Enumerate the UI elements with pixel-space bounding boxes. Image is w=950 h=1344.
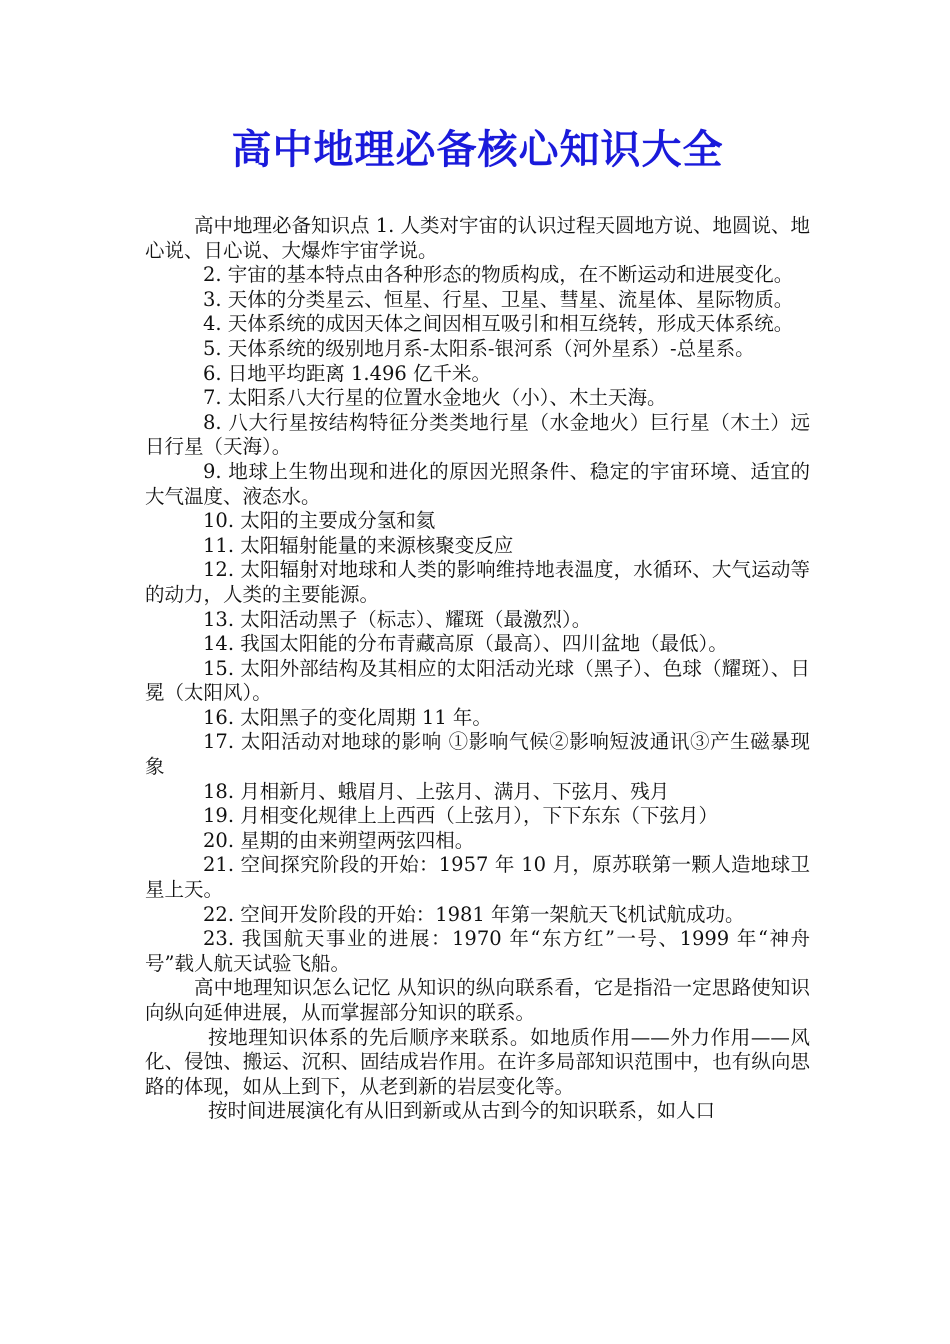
- paragraph-item-21: 21. 空间探究阶段的开始：1957 年 10 月，原苏联第一颗人造地球卫星上天。: [145, 853, 810, 902]
- paragraph-memory-method: 高中地理知识怎么记忆 从知识的纵向联系看，它是指沿一定思路使知识向纵向延伸进展，从而掌握部分知识的联系。: [145, 976, 810, 1024]
- paragraph-item-16: 16. 太阳黑子的变化周期 11 年。: [203, 705, 492, 729]
- paragraph-item-14: 14. 我国太阳能的分布青藏高原（最高）、四川盆地（最低）。: [203, 632, 728, 656]
- paragraph-time-evolution: 按时间进展演化有从旧到新或从古到今的知识联系，如人口: [208, 1099, 716, 1123]
- paragraph-item-20: 20. 星期的由来朔望两弦四相。: [203, 828, 475, 852]
- paragraph-item-5: 5. 天体系统的级别地月系-太阳系-银河系（河外星系）-总星系。: [203, 336, 755, 360]
- paragraph-item-22: 22. 空间开发阶段的开始：1981 年第一架航天飞机试航成功。: [203, 902, 745, 926]
- paragraph-item-19: 19. 月相变化规律上上西西（上弦月），下下东东（下弦月）: [203, 804, 718, 828]
- paragraph-knowledge-system: 按地理知识体系的先后顺序来联系。如地质作用——外力作用——风化、侵蚀、搬运、沉积、固结成岩作用。在许多局部知识范围中，也有纵向思路的体现，如从上到下，从老到新的岩层变化等。: [145, 1025, 810, 1098]
- paragraph-item-2: 2. 宇宙的基本特点由各种形态的物质构成，在不断运动和进展变化。: [203, 263, 794, 287]
- paragraph-item-13: 13. 太阳活动黑子（标志）、耀斑（最激烈）。: [203, 607, 592, 631]
- paragraph-item-11: 11. 太阳辐射能量的来源核聚变反应: [203, 533, 514, 557]
- paragraph-intro: 高中地理必备知识点 1. 人类对宇宙的认识过程天圆地方说、地圆说、地心说、日心说、大爆炸宇宙学说。: [145, 214, 811, 262]
- document-body: [145, 214, 810, 1124]
- paragraph-item-6: 6. 日地平均距离 1.496 亿千米。: [203, 361, 492, 385]
- paragraph-item-17: 17. 太阳活动对地球的影响 ①影响气候②影响短波通讯③产生磁暴现象: [145, 730, 810, 779]
- document-title: 高中地理必备核心知识大全: [231, 126, 724, 173]
- paragraph-item-15: 15. 太阳外部结构及其相应的太阳活动光球（黑子）、色球（耀斑）、日冕（太阳风）。: [145, 656, 810, 705]
- paragraph-item-18: 18. 月相新月、蛾眉月、上弦月、满月、下弦月、残月: [203, 779, 670, 803]
- paragraph-item-10: 10. 太阳的主要成分氢和氦: [203, 509, 436, 533]
- paragraph-item-23: 23. 我国航天事业的进展：1970 年“东方红”一号、1999 年“神舟号”载人航天试验飞船。: [145, 927, 810, 975]
- document-page: [145, 122, 810, 1124]
- paragraph-item-7: 7. 太阳系八大行星的位置水金地火（小）、木土天海。: [203, 386, 667, 410]
- paragraph-item-4: 4. 天体系统的成因天体之间因相互吸引和相互绕转，形成天体系统。: [203, 312, 794, 336]
- paragraph-item-12: 12. 太阳辐射对地球和人类的影响维持地表温度，水循环、大气运动等的动力，人类的主要能源。: [145, 558, 810, 606]
- paragraph-item-9: 9. 地球上生物出现和进化的原因光照条件、稳定的宇宙环境、适宜的大气温度、液态水。: [145, 459, 810, 508]
- paragraph-item-8: 8. 八大行星按结构特征分类类地行星（水金地火）巨行星（木土）远日行星（天海）。: [145, 410, 810, 459]
- paragraph-item-3: 3. 天体的分类星云、恒星、行星、卫星、彗星、流星体、星际物质。: [203, 287, 794, 311]
